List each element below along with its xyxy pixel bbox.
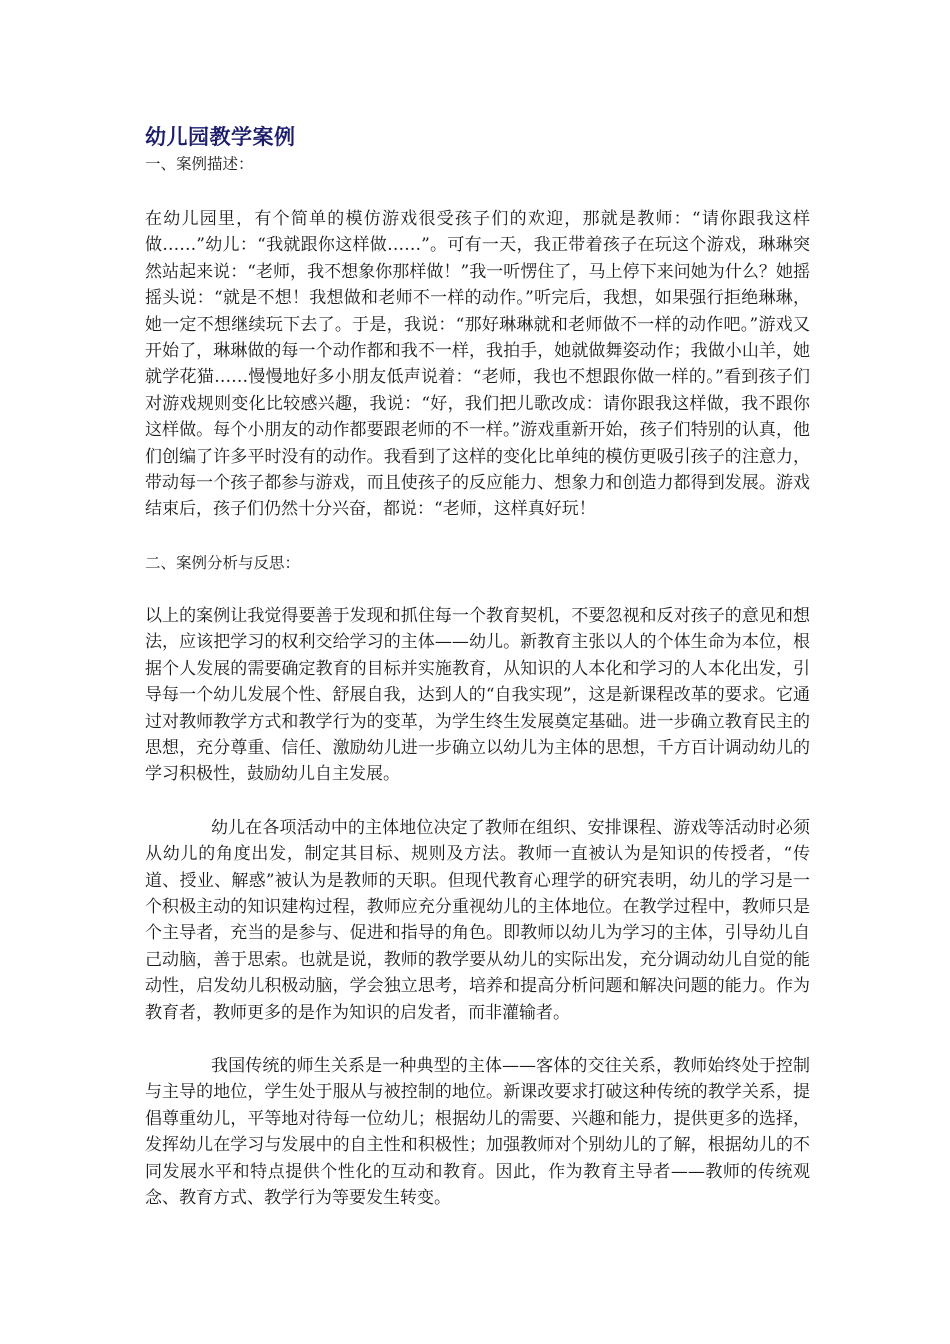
section-1-heading: 一、案例描述：	[145, 155, 254, 173]
spacer	[145, 523, 810, 551]
spacer	[145, 575, 810, 603]
section-2-paragraph-1: 以上的案例让我觉得要善于发现和抓住每一个教育契机，不要忽视和反对孩子的意见和想法，应该把学习的权利交给学习的主体——幼儿。新教育主张以人的个体生命为本位，根据个人发展的需要确定教育的目标并实施教育，从知识的人本化和学习的人本化出发，引导每一个幼儿发展个性、舒展自我，达到人的“自我实现”，这是新课程改革的要求。它通过对教师教学方式和教学行为的变革，为学生终生发展奠定基础。进一步确立教育民主的思想，充分尊重、信任、激励幼儿进一步确立以幼儿为主体的思想，千方百计调动幼儿的学习积极性，鼓励幼儿自主发展。	[145, 605, 810, 785]
section-1-paragraph: 在幼儿园里，有个简单的模仿游戏很受孩子们的欢迎，那就是教师：“请你跟我这样做……”幼儿：“我就跟你这样做……”。可有一天，我正带着孩子在玩这个游戏，琳琳突然站起来说：“老师，我不想象你那样做！”我一听愣住了，马上停下来问她为什么？她摇摇头说：“就是不想！我想做和老师不一样的动作。”听完后，我想，如果强行拒绝琳琳，她一定不想继续玩下去了。于是，我说：“那好琳琳就和老师做不一样的动作吧。”游戏又开始了，琳琳做的每一个动作都和我不一样，我拍手，她就做舞姿动作；我做小山羊，她就学花猫……慢慢地好多小朋友低声说着：“老师，我也不想跟你做一样的。”看到孩子们对游戏规则变化比较感兴趣，我说：“好，我们把儿歌改成：请你跟我这样做，我不跟你这样做。每个小朋友的动作都要跟老师的不一样。”游戏重新开始，孩子们特别的认真，他们创编了许多平时没有的动作。我看到了这样的变化比单纯的模仿更吸引孩子的注意力，带动每一个孩子都参与游戏，而且使孩子的反应能力、想象力和创造力都得到发展。游戏结束后，孩子们仍然十分兴奋，都说：“老师，这样真好玩！	[145, 209, 810, 520]
document-page	[145, 122, 810, 1211]
document-title: 幼儿园教学案例	[145, 125, 296, 149]
spacer	[145, 176, 810, 206]
section-2-heading: 二、案例分析与反思：	[145, 553, 301, 572]
spacer	[145, 788, 810, 815]
section-2-paragraph-2: 幼儿在各项活动中的主体地位决定了教师在组织、安排课程、游戏等活动时必须从幼儿的角度出发，制定其目标、规则及方法。教师一直被认为是知识的传授者，“传道、授业、解惑”被认为是教师的天职。但现代教育心理学的研究表明，幼儿的学习是一个积极主动的知识建构过程，教师应充分重视幼儿的主体地位。在教学过程中，教师只是个主导者，充当的是参与、促进和指导的角色。即教师以幼儿为学习的主体，引导幼儿自己动脑，善于思索。也就是说，教师的教学要从幼儿的实际出发，充分调动幼儿自觉的能动性，启发幼儿积极动脑，学会独立思考，培养和提高分析问题和解决问题的能力。作为教育者，教师更多的是作为知识的启发者，而非灌输者。	[145, 817, 810, 1023]
spacer	[145, 1026, 810, 1053]
section-2-paragraph-3: 我国传统的师生关系是一种典型的主体——客体的交往关系，教师始终处于控制与主导的地位，学生处于服从与被控制的地位。新课改要求打破这种传统的教学关系，提倡尊重幼儿，平等地对待每一位幼儿；根据幼儿的需要、兴趣和能力，提供更多的选择，发挥幼儿在学习与发展中的自主性和积极性；加强教师对个别幼儿的了解，根据幼儿的不同发展水平和特点提供个性化的互动和教育。因此，作为教育主导者——教师的传统观念、教育方式、教学行为等要发生转变。	[145, 1055, 810, 1208]
